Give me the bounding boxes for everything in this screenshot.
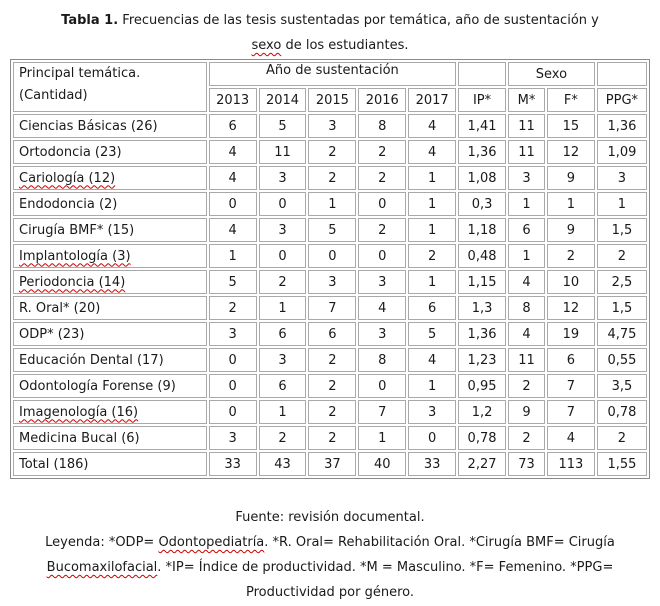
header-row-1 — [13, 62, 647, 86]
caption-text-1: Frecuencias de las tesis sustentadas por temática, año de sustentación y — [118, 13, 599, 28]
cell-y2015: 2 — [308, 166, 356, 190]
header-principal-line1: Principal temática. — [19, 66, 141, 81]
cell-y2013: 0 — [209, 400, 257, 424]
cell-f: 7 — [547, 374, 595, 398]
cell-m: 9 — [508, 400, 545, 424]
cell-y2014: 6 — [259, 322, 307, 346]
cell-y2013: 4 — [209, 218, 257, 242]
cell-ppg: 1 — [597, 192, 647, 216]
table-row — [13, 270, 647, 294]
cell-ppg: 3,5 — [597, 374, 647, 398]
cell-y2013: 3 — [209, 322, 257, 346]
row-label-text: Ortodoncia (23) — [19, 144, 122, 160]
legend-l1-odonto: Odontopediatría — [158, 535, 265, 550]
cell-f: 12 — [547, 296, 595, 320]
row-label-text: Implantología (3) — [19, 248, 131, 264]
cell-y2014: 5 — [259, 114, 307, 138]
cell-y2017: 1 — [408, 192, 456, 216]
cell-ip: 1,08 — [458, 166, 506, 190]
cell-y2014: 0 — [259, 192, 307, 216]
cell-ip: 1,36 — [458, 140, 506, 164]
cell-y2015: 2 — [308, 348, 356, 372]
cell-y2015: 3 — [308, 114, 356, 138]
cell-y2017: 2 — [408, 244, 456, 268]
header-blank-2 — [597, 62, 647, 86]
row-label — [13, 244, 207, 268]
cell-ppg: 1,09 — [597, 140, 647, 164]
cell-y2017: 3 — [408, 400, 456, 424]
cell-ip: 1,2 — [458, 400, 506, 424]
cell-y2016: 7 — [358, 400, 406, 424]
cell-f: 10 — [547, 270, 595, 294]
cell-y2017: 4 — [408, 348, 456, 372]
row-label-text: Imagenología (16) — [19, 404, 139, 420]
legend-source: Fuente: revisión documental. — [235, 510, 425, 525]
cell-y2015: 2 — [308, 400, 356, 424]
table-row — [13, 296, 647, 320]
cell-y2016: 0 — [358, 192, 406, 216]
cell-m: 2 — [508, 426, 545, 450]
cell-m: 1 — [508, 192, 545, 216]
cell-y2013: 0 — [209, 192, 257, 216]
cell-m: 11 — [508, 114, 545, 138]
cell-f: 2 — [547, 244, 595, 268]
row-label-text: ODP* (23) — [19, 326, 85, 342]
header-year-2017: 2017 — [408, 88, 456, 112]
cell-y2016: 0 — [358, 374, 406, 398]
cell-y2015: 1 — [308, 192, 356, 216]
cell-y2015: 5 — [308, 218, 356, 242]
cell-y2013: 4 — [209, 140, 257, 164]
cell-ppg: 1,5 — [597, 218, 647, 242]
row-label-text: Educación Dental (17) — [19, 352, 164, 368]
cell-f: 9 — [547, 166, 595, 190]
caption-line-2 — [10, 33, 650, 58]
caption-sexo: sexo — [251, 38, 282, 53]
cell-m: 11 — [508, 140, 545, 164]
table-legend — [10, 505, 650, 605]
cell-y2017: 1 — [408, 218, 456, 242]
table-row — [13, 374, 647, 398]
cell-y2016: 2 — [358, 218, 406, 242]
header-year-2016: 2016 — [358, 88, 406, 112]
header-year-2013: 2013 — [209, 88, 257, 112]
header-year-2015: 2015 — [308, 88, 356, 112]
cell-y2014: 0 — [259, 244, 307, 268]
cell-y2013: 0 — [209, 374, 257, 398]
cell-m: 4 — [508, 322, 545, 346]
row-label — [13, 270, 207, 294]
cell-ppg: 1,55 — [597, 452, 647, 476]
legend-line-1 — [10, 530, 650, 555]
cell-y2014: 3 — [259, 166, 307, 190]
cell-y2014: 3 — [259, 348, 307, 372]
row-label — [13, 166, 207, 190]
cell-y2015: 2 — [308, 140, 356, 164]
row-label — [13, 374, 207, 398]
row-label — [13, 452, 207, 476]
thesis-frequency-table — [10, 59, 650, 479]
cell-y2017: 6 — [408, 296, 456, 320]
legend-l1-b: . *R. Oral= Rehabilitación Oral. *Cirugía BMF= Cirugía — [264, 535, 615, 550]
cell-f: 9 — [547, 218, 595, 242]
cell-ip: 2,27 — [458, 452, 506, 476]
cell-m: 73 — [508, 452, 545, 476]
cell-y2013: 1 — [209, 244, 257, 268]
cell-m: 8 — [508, 296, 545, 320]
cell-f: 12 — [547, 140, 595, 164]
table-row — [13, 166, 647, 190]
cell-ip: 0,48 — [458, 244, 506, 268]
caption-line-1 — [10, 8, 650, 33]
row-label-text: Medicina Bucal (6) — [19, 430, 140, 446]
cell-y2013: 4 — [209, 166, 257, 190]
cell-ip: 1,36 — [458, 322, 506, 346]
cell-y2013: 2 — [209, 296, 257, 320]
cell-ip: 1,41 — [458, 114, 506, 138]
cell-y2014: 2 — [259, 426, 307, 450]
cell-y2016: 8 — [358, 114, 406, 138]
header-m: M* — [508, 88, 545, 112]
cell-y2016: 3 — [358, 270, 406, 294]
cell-y2015: 37 — [308, 452, 356, 476]
cell-y2015: 2 — [308, 374, 356, 398]
header-year-group: Año de sustentación — [209, 62, 456, 86]
table-row — [13, 114, 647, 138]
cell-y2014: 3 — [259, 218, 307, 242]
cell-y2013: 6 — [209, 114, 257, 138]
row-label — [13, 140, 207, 164]
header-blank — [458, 62, 506, 86]
cell-y2017: 0 — [408, 426, 456, 450]
header-ip: IP* — [458, 88, 506, 112]
row-label-text: Endodoncia (2) — [19, 196, 118, 212]
cell-ppg: 0,55 — [597, 348, 647, 372]
cell-y2015: 3 — [308, 270, 356, 294]
row-label — [13, 400, 207, 424]
caption-text-2: de los estudiantes. — [281, 38, 409, 53]
cell-y2015: 0 — [308, 244, 356, 268]
cell-ip: 0,95 — [458, 374, 506, 398]
header-principal-line2: (Cantidad) — [19, 88, 88, 103]
cell-y2017: 1 — [408, 374, 456, 398]
cell-y2017: 1 — [408, 270, 456, 294]
table-row — [13, 192, 647, 216]
cell-y2016: 2 — [358, 166, 406, 190]
cell-m: 1 — [508, 244, 545, 268]
cell-f: 1 — [547, 192, 595, 216]
caption-label: Tabla 1. — [61, 13, 119, 28]
row-label — [13, 348, 207, 372]
cell-y2015: 7 — [308, 296, 356, 320]
row-label — [13, 192, 207, 216]
cell-y2014: 2 — [259, 270, 307, 294]
cell-y2016: 3 — [358, 322, 406, 346]
cell-y2015: 6 — [308, 322, 356, 346]
cell-y2017: 1 — [408, 166, 456, 190]
cell-m: 4 — [508, 270, 545, 294]
table-row — [13, 322, 647, 346]
legend-l2-buco: Bucomaxilofacial — [46, 560, 158, 575]
header-f: F* — [547, 88, 595, 112]
cell-ppg: 1,5 — [597, 296, 647, 320]
cell-y2016: 2 — [358, 140, 406, 164]
table-caption — [10, 8, 650, 58]
cell-y2014: 43 — [259, 452, 307, 476]
cell-y2016: 8 — [358, 348, 406, 372]
table-row — [13, 348, 647, 372]
cell-ip: 1,23 — [458, 348, 506, 372]
cell-y2013: 3 — [209, 426, 257, 450]
cell-y2015: 2 — [308, 426, 356, 450]
row-label — [13, 296, 207, 320]
table-row — [13, 244, 647, 268]
row-label — [13, 114, 207, 138]
cell-y2014: 6 — [259, 374, 307, 398]
cell-m: 11 — [508, 348, 545, 372]
cell-y2016: 0 — [358, 244, 406, 268]
cell-m: 6 — [508, 218, 545, 242]
cell-ppg: 2 — [597, 426, 647, 450]
cell-y2014: 1 — [259, 400, 307, 424]
table-row — [13, 400, 647, 424]
cell-f: 4 — [547, 426, 595, 450]
row-label — [13, 322, 207, 346]
row-label-text: Ciencias Básicas (26) — [19, 118, 158, 134]
cell-y2017: 4 — [408, 114, 456, 138]
cell-f: 6 — [547, 348, 595, 372]
row-label-text: Periodoncia (14) — [19, 274, 126, 290]
cell-y2014: 11 — [259, 140, 307, 164]
header-sex-group: Sexo — [508, 62, 595, 86]
cell-ip: 1,15 — [458, 270, 506, 294]
row-label-text: Total (186) — [19, 456, 89, 472]
cell-ip: 1,18 — [458, 218, 506, 242]
cell-f: 113 — [547, 452, 595, 476]
cell-ip: 1,3 — [458, 296, 506, 320]
cell-y2013: 0 — [209, 348, 257, 372]
legend-l1-a: Leyenda: *ODP= — [45, 535, 159, 550]
cell-m: 3 — [508, 166, 545, 190]
cell-y2014: 1 — [259, 296, 307, 320]
header-ppg: PPG* — [597, 88, 647, 112]
cell-y2013: 33 — [209, 452, 257, 476]
row-label — [13, 426, 207, 450]
cell-y2017: 5 — [408, 322, 456, 346]
cell-ppg: 0,78 — [597, 400, 647, 424]
legend-l2-b: . *IP= Índice de productividad. *M = Masculino. *F= Femenino. *PPG= — [157, 560, 614, 575]
cell-ppg: 3 — [597, 166, 647, 190]
cell-ppg: 4,75 — [597, 322, 647, 346]
cell-ip: 0,3 — [458, 192, 506, 216]
cell-m: 2 — [508, 374, 545, 398]
cell-y2017: 33 — [408, 452, 456, 476]
table-row — [13, 218, 647, 242]
total-row — [13, 452, 647, 476]
header-year-2014: 2014 — [259, 88, 307, 112]
header-principal — [13, 62, 207, 112]
cell-f: 7 — [547, 400, 595, 424]
cell-f: 19 — [547, 322, 595, 346]
row-label-text: R. Oral* (20) — [19, 300, 101, 316]
cell-ppg: 2,5 — [597, 270, 647, 294]
table-row — [13, 140, 647, 164]
row-label-text: Cirugía BMF* (15) — [19, 222, 135, 238]
cell-f: 15 — [547, 114, 595, 138]
cell-y2017: 4 — [408, 140, 456, 164]
cell-y2016: 4 — [358, 296, 406, 320]
row-label-text: Cariología (12) — [19, 170, 116, 186]
cell-y2016: 1 — [358, 426, 406, 450]
table-row — [13, 426, 647, 450]
cell-ppg: 1,36 — [597, 114, 647, 138]
cell-y2016: 40 — [358, 452, 406, 476]
cell-ip: 0,78 — [458, 426, 506, 450]
cell-y2013: 5 — [209, 270, 257, 294]
row-label — [13, 218, 207, 242]
legend-line-2 — [10, 555, 650, 580]
cell-ppg: 2 — [597, 244, 647, 268]
legend-line-3: Productividad por género. — [246, 585, 414, 600]
row-label-text: Odontología Forense (9) — [19, 378, 176, 394]
